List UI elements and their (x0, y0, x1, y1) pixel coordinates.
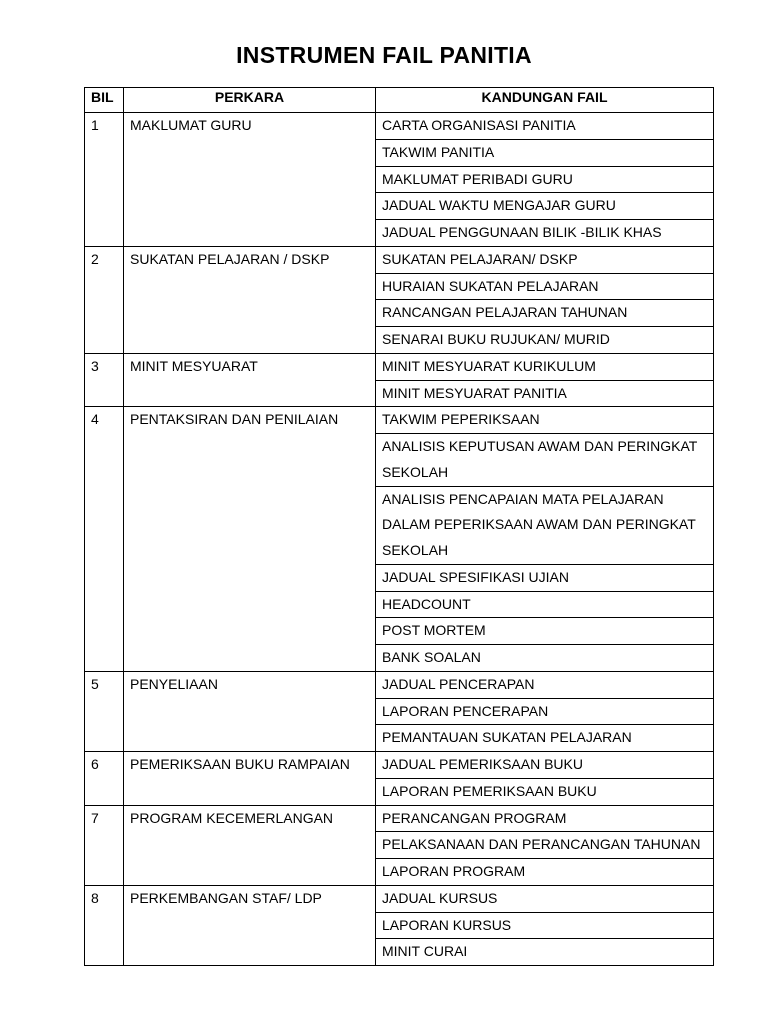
bil-cell: 7 (85, 805, 124, 885)
bil-cell: 4 (85, 407, 124, 672)
kandungan-cell: JADUAL WAKTU MENGAJAR GURU (376, 193, 714, 220)
table-body (85, 113, 714, 966)
kandungan-cell: MINIT MESYUARAT PANITIA (376, 380, 714, 407)
perkara-cell: PROGRAM KECEMERLANGAN (124, 805, 376, 885)
kandungan-cell: JADUAL PENGGUNAAN BILIK -BILIK KHAS (376, 220, 714, 247)
kandungan-cell: TAKWIM PEPERIKSAAN (376, 407, 714, 434)
table-row (85, 407, 714, 434)
kandungan-cell: TAKWIM PANITIA (376, 139, 714, 166)
kandungan-cell: MAKLUMAT PERIBADI GURU (376, 166, 714, 193)
perkara-cell: PENYELIAAN (124, 671, 376, 751)
table-row (85, 113, 714, 140)
bil-cell: 6 (85, 752, 124, 806)
kandungan-cell: SUKATAN PELAJARAN/ DSKP (376, 246, 714, 273)
kandungan-cell: LAPORAN PROGRAM (376, 859, 714, 886)
instrumen-table (84, 87, 714, 966)
kandungan-cell: LAPORAN KURSUS (376, 912, 714, 939)
perkara-cell: MINIT MESYUARAT (124, 353, 376, 407)
table-row (85, 752, 714, 779)
bil-cell: 3 (85, 353, 124, 407)
kandungan-cell: RANCANGAN PELAJARAN TAHUNAN (376, 300, 714, 327)
kandungan-cell: LAPORAN PENCERAPAN (376, 698, 714, 725)
kandungan-cell: BANK SOALAN (376, 645, 714, 672)
bil-cell: 2 (85, 246, 124, 353)
bil-cell: 5 (85, 671, 124, 751)
kandungan-cell: LAPORAN PEMERIKSAAN BUKU (376, 778, 714, 805)
kandungan-cell: POST MORTEM (376, 618, 714, 645)
table-row (85, 885, 714, 912)
kandungan-cell: PELAKSANAAN DAN PERANCANGAN TAHUNAN (376, 832, 714, 859)
kandungan-cell: MINIT CURAI (376, 939, 714, 966)
kandungan-cell: MINIT MESYUARAT KURIKULUM (376, 353, 714, 380)
header-bil: BIL (85, 88, 124, 113)
kandungan-cell: ANALISIS KEPUTUSAN AWAM DAN PERINGKAT SEKOLAH (376, 434, 714, 487)
document-title: INSTRUMEN FAIL PANITIA (236, 42, 532, 68)
table-row (85, 353, 714, 380)
kandungan-cell: SENARAI BUKU RUJUKAN/ MURID (376, 327, 714, 354)
perkara-cell: SUKATAN PELAJARAN / DSKP (124, 246, 376, 353)
kandungan-cell: ANALISIS PENCAPAIAN MATA PELAJARAN DALAM PEPERIKSAAN AWAM DAN PERINGKAT SEKOLAH (376, 486, 714, 564)
perkara-cell: PERKEMBANGAN STAF/ LDP (124, 885, 376, 965)
kandungan-cell: JADUAL PENCERAPAN (376, 671, 714, 698)
kandungan-cell: HEADCOUNT (376, 591, 714, 618)
kandungan-cell: PEMANTAUAN SUKATAN PELAJARAN (376, 725, 714, 752)
kandungan-cell: PERANCANGAN PROGRAM (376, 805, 714, 832)
bil-cell: 1 (85, 113, 124, 247)
kandungan-cell: JADUAL PEMERIKSAAN BUKU (376, 752, 714, 779)
kandungan-cell: JADUAL KURSUS (376, 885, 714, 912)
table-row (85, 246, 714, 273)
perkara-cell: MAKLUMAT GURU (124, 113, 376, 247)
kandungan-cell: CARTA ORGANISASI PANITIA (376, 113, 714, 140)
kandungan-cell: HURAIAN SUKATAN PELAJARAN (376, 273, 714, 300)
table-header-row (85, 88, 714, 113)
header-perkara: PERKARA (124, 88, 376, 113)
perkara-cell: PENTAKSIRAN DAN PENILAIAN (124, 407, 376, 672)
header-kandungan: KANDUNGAN FAIL (376, 88, 714, 113)
kandungan-cell: JADUAL SPESIFIKASI UJIAN (376, 564, 714, 591)
table-row (85, 805, 714, 832)
bil-cell: 8 (85, 885, 124, 965)
table-row (85, 671, 714, 698)
perkara-cell: PEMERIKSAAN BUKU RAMPAIAN (124, 752, 376, 806)
